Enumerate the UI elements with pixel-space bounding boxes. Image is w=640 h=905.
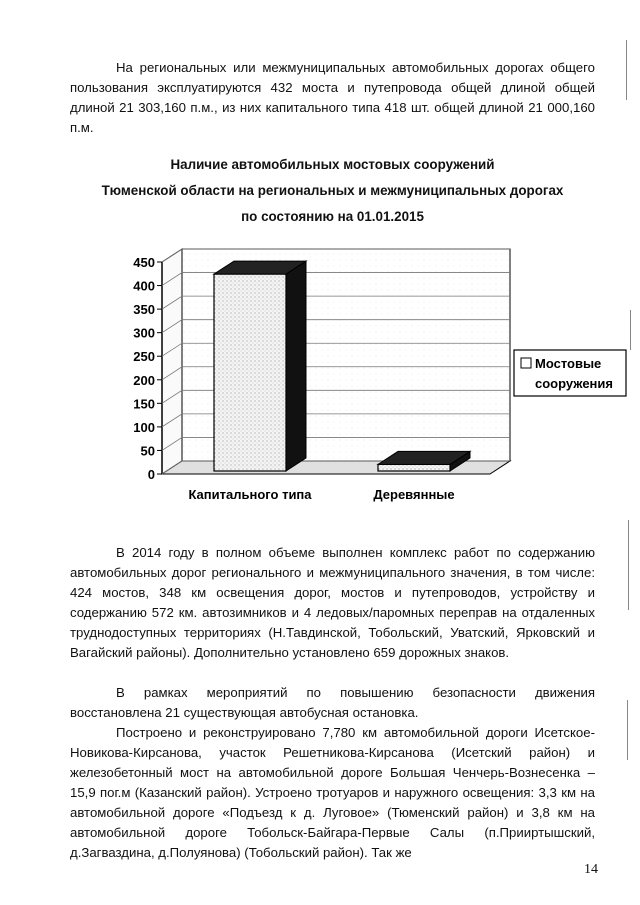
body-paragraph-3: [70, 723, 595, 863]
chart-heading-line-3: по состоянию на 01.01.2015: [241, 209, 424, 224]
bar-side: [286, 261, 306, 471]
y-tick-label: 450: [133, 255, 155, 270]
page-number: 14: [584, 862, 598, 877]
body-paragraph-1: [70, 543, 595, 663]
y-tick-label: 400: [133, 278, 155, 294]
body-text-1: В 2014 году в полном объеме выполнен комплекс работ по содержанию автомобильных дорог регионального и межмуниципального значения, в том числе: 424 мостов, 348 км освещения дорог, мостов и путепроводов, устройству и содержанию 572 км. автозимников и 4 ледовых/паромных переправ на отдаленных труднодоступных территориях (Н.Тавдинской, Тобольский, Уватский, Ярковский и Вагайский районы). Дополнительно установлено 659 дорожных знаков.: [70, 545, 595, 660]
y-tick-label: 0: [147, 467, 155, 482]
body-paragraph-2: [70, 683, 595, 723]
chart-side-wall: [162, 249, 182, 474]
scan-artifact: [626, 40, 627, 100]
intro-paragraph: [70, 58, 595, 138]
y-tick-label: 200: [133, 372, 155, 388]
chart-heading: [70, 152, 595, 230]
bar-front: [378, 464, 450, 471]
y-tick-label: 250: [133, 349, 155, 365]
x-category-label: Деревянные: [373, 487, 455, 502]
chart-heading-line-1: Наличие автомобильных мостовых сооружений: [170, 157, 495, 172]
scan-artifact: [627, 700, 628, 760]
body-text-2: В рамках мероприятий по повышению безопасности движения восстановлена 21 существующая автобусная остановка.: [70, 685, 595, 720]
body-text-3: Построено и реконструировано 7,780 км автомобильной дороги Исетское-Новикова-Кирсанова, участок Решетникова-Кирсанова (Исетский район) и железобетонный мост на автомобильной дороге Большая Ченчерь-Вознесенка – 15,9 пог.м (Казанский район). Устроено тротуаров и наружного освещения: 3,3 км на автомобильной дороге «Подъезд к д. Луговое» (Тюменский район) и 3,8 км на автомобильной дороге Тобольск-Байгара-Первые Салы (п.Прииртышский, д.Загваздина, д.Полуянова) (Тобольский район). Так же: [70, 725, 595, 860]
chart-heading-line-2: Тюменской области на региональных и межмуниципальных дорогах: [101, 183, 564, 198]
scan-artifact: [628, 520, 629, 610]
bridges-bar-chart: [122, 232, 632, 522]
y-tick-label: 350: [133, 302, 155, 318]
chart-legend: [514, 350, 626, 396]
chart-y-axis: [133, 255, 162, 482]
x-category-label: Капитального типа: [188, 487, 312, 502]
y-tick-label: 150: [133, 396, 155, 412]
legend-label-line-2: сооружения: [535, 376, 613, 391]
legend-label-line-1: Мостовые: [535, 356, 602, 371]
scan-artifact: [630, 310, 631, 350]
bar-front: [214, 274, 286, 471]
chart-x-axis: [188, 487, 454, 502]
legend-swatch: [521, 358, 531, 368]
y-tick-label: 300: [133, 325, 155, 341]
y-tick-label: 100: [133, 419, 155, 435]
y-tick-label: 50: [140, 443, 155, 459]
intro-text: На региональных или межмуниципальных автомобильных дорогах общего пользования эксплуатируются 432 моста и путепровода общей длиной общей длиной 21 303,160 п.м., из них капитального типа 418 шт. общей длиной 21 000,160 п.м.: [70, 60, 595, 135]
